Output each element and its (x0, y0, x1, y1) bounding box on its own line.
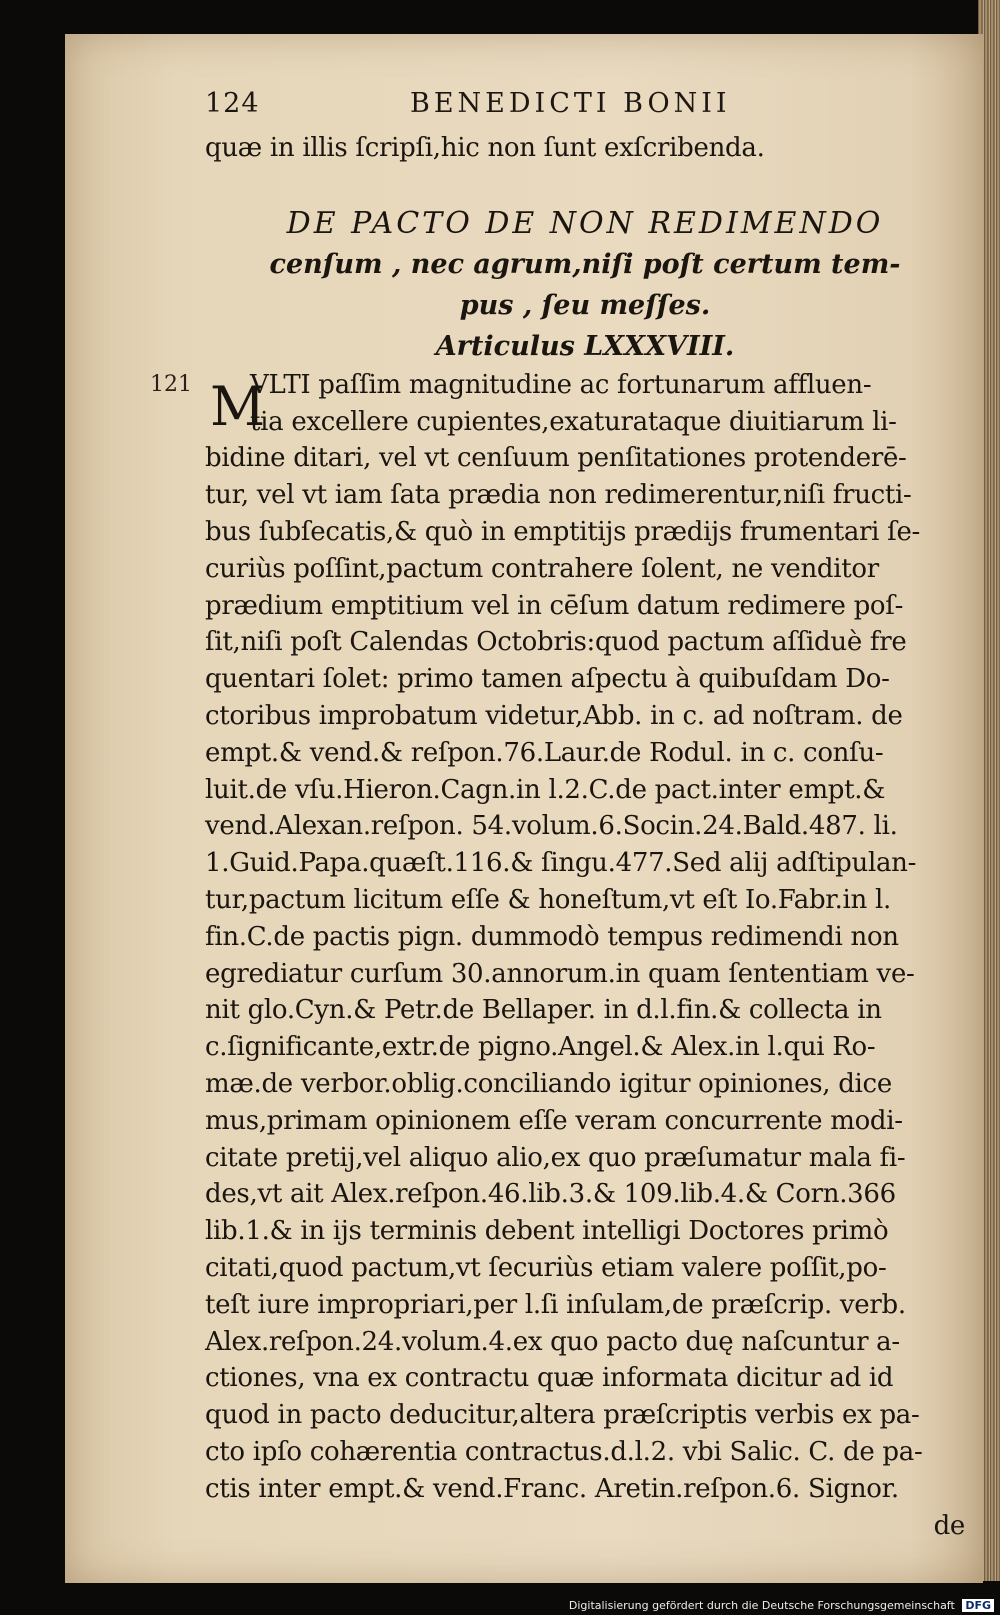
text-line: empt.& vend.& reſpon.76.Laur.de Rodul. in c. conſu- (205, 737, 884, 768)
text-line: quentari ſolet: primo tamen aſpectu à quibuſdam Do- (205, 664, 890, 695)
text-line: mus,primam opinionem eſſe veram concurrente modi- (205, 1105, 903, 1136)
running-title: BENEDICTI BONII (410, 88, 731, 119)
text-line: ctiones, vna ex contractu quæ informata dicitur ad id (205, 1363, 894, 1394)
section-heading-line-1: DE PACTO DE NON REDIMENDO (286, 205, 884, 241)
paragraph (205, 367, 965, 1545)
text-line: cto ipſo cohærentia contractus.d.l.2. vbi Salic. C. de pa- (205, 1436, 923, 1467)
footer-bar (0, 1597, 1000, 1615)
text-line: citati,quod pactum,vt ſecuriùs etiam valere poſſit,po- (205, 1252, 887, 1283)
drop-capital: M (210, 375, 266, 438)
text-line: luit.de vſu.Hieron.Cagn.in l.2.C.de pact.inter empt.& (205, 774, 886, 805)
dfg-logo: DFG (962, 1599, 994, 1612)
text-line: des,vt ait Alex.reſpon.46.lib.3.& 109.lib.4.& Corn.366 (205, 1179, 896, 1210)
text-line: tia excellere cupientes,exaturataque diuitiarum li- (250, 406, 897, 437)
text-line: vend.Alexan.reſpon. 54.volum.6.Socin.24.Bald.487. li. (205, 811, 898, 842)
text-line: mæ.de verbor.oblig.conciliando igitur opiniones, dice (205, 1068, 892, 1099)
text-line: tur,pactum licitum eſſe & honeſtum,vt eſt Io.Fabr.in l. (205, 884, 891, 915)
section-heading-line-3: pus , ſeu meſſes. (459, 289, 711, 321)
footer-text: Digitalisierung gefördert durch die Deutsche Forschungsgemeinschaft (568, 1599, 955, 1612)
text-line: ctis inter empt.& vend.Franc. Aretin.reſpon.6. Signor. (205, 1473, 899, 1504)
body-text (205, 130, 965, 1544)
text-line: ſit,niſi poſt Calendas Octobris:quod pactum aſſiduè fre (205, 627, 907, 658)
text-line: egrediatur curſum 30.annorum.in quam ſententiam ve- (205, 958, 915, 989)
margin-note: 121 (150, 372, 192, 397)
intro-line: quæ in illis ſcripſi,hic non ſunt exſcribenda. (205, 133, 765, 163)
text-line: quod in pacto deducitur,altera præſcriptis verbis ex pa- (205, 1400, 920, 1431)
text-line: citate pretij,vel aliquo alio,ex quo præſumatur mala fi- (205, 1142, 906, 1173)
article-label: Articulus LXXXVIII. (435, 330, 735, 362)
text-line: c.ſignificante,extr.de pigno.Angel.& Alex.in l.qui Ro- (205, 1032, 876, 1063)
page-number: 124 (205, 88, 260, 119)
text-line: tur, vel vt iam ſata prædia non redimerentur,niſi fructi- (205, 480, 912, 511)
text-line: ctoribus improbatum videtur,Abb. in c. ad noſtram. de (205, 700, 903, 731)
text-line: prædium emptitium vel in cēſum datum redimere poſ- (205, 590, 904, 621)
text-line: curiùs poſſint,pactum contrahere ſolent, ne venditor (205, 553, 879, 584)
text-line: fin.C.de pactis pign. dummodò tempus redimendi non (205, 921, 899, 952)
text-line: teſt iure impropriari,per l.ſi inſulam,de præſcrip. verb. (205, 1289, 906, 1320)
text-line: VLTI paſſim magnitudine ac fortunarum affluen- (250, 369, 872, 400)
text-line: bus ſubſecatis,& quò in emptitijs prædijs frumentari ſe- (205, 516, 921, 547)
text-line: 1.Guid.Papa.quæſt.116.& ſingu.477.Sed alij adſtipulan- (205, 848, 917, 879)
section-heading-line-2: cenſum , nec agrum,niſi poſt certum tem- (269, 248, 901, 280)
text-line: Alex.reſpon.24.volum.4.ex quo pacto duę naſcuntur a- (205, 1326, 900, 1357)
text-line: bidine ditari, vel vt cenſuum penſitationes protenderē- (205, 443, 907, 474)
text-line: nit glo.Cyn.& Petr.de Bellaper. in d.l.fin.& collecta in (205, 995, 882, 1026)
text-line: de (933, 1510, 965, 1541)
text-line: lib.1.& in ijs terminis debent intelligi Doctores primò (205, 1216, 889, 1247)
